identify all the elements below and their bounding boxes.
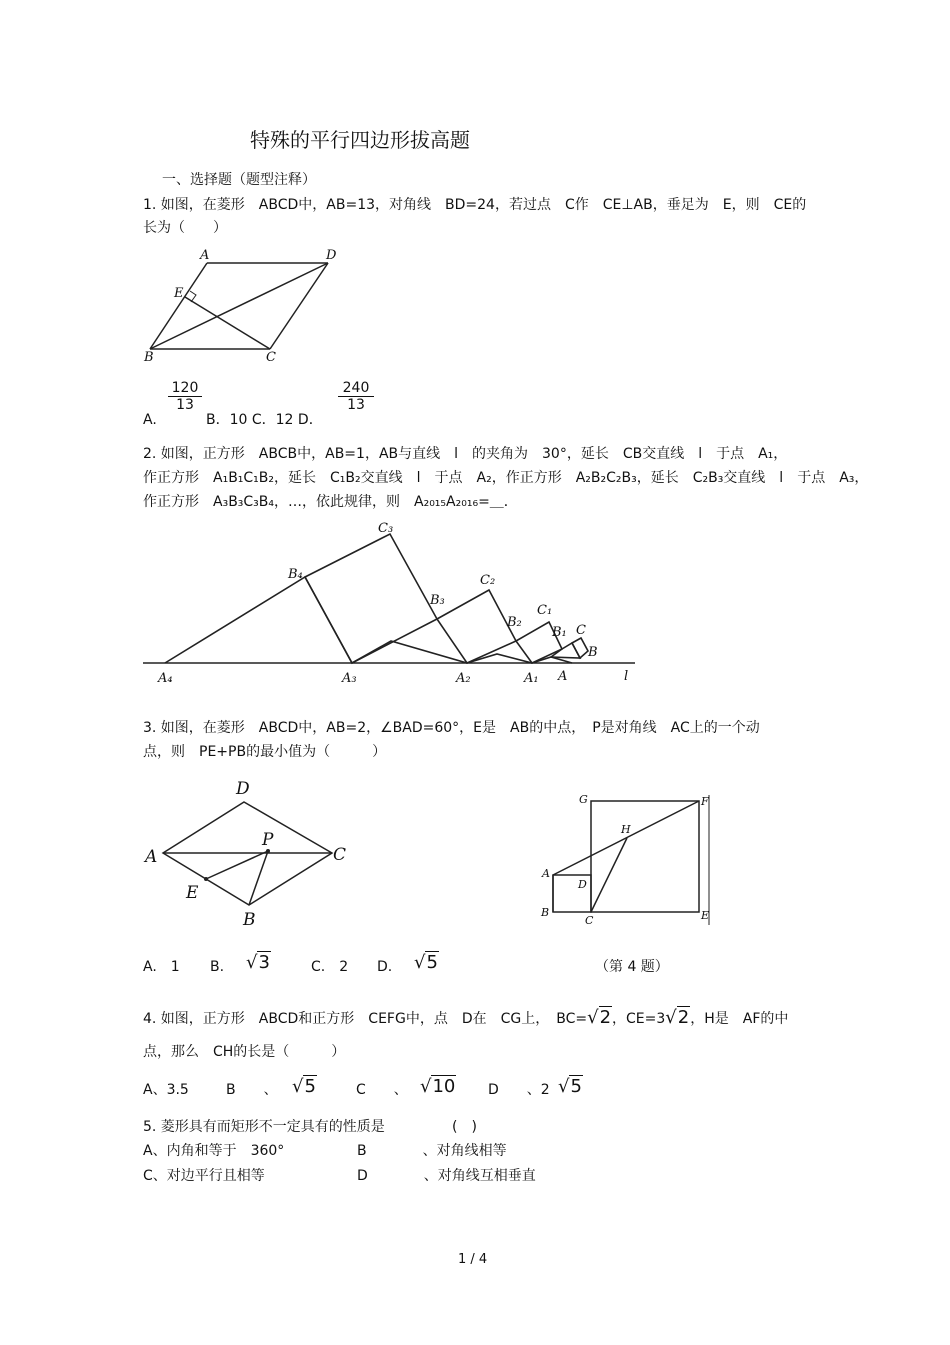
q2-label-c1: C₁ bbox=[537, 603, 553, 618]
q3-label-e: E bbox=[186, 883, 199, 903]
section-heading: 一、选择题（题型注释） bbox=[162, 172, 316, 188]
q4-option-c-radicand: 10 bbox=[432, 1076, 456, 1097]
q4-stem-part3: ，H是 AF的中 bbox=[690, 1011, 789, 1027]
q4-label-g: G bbox=[579, 793, 588, 806]
q4-squares-figure bbox=[535, 785, 720, 930]
q5-option-a: A、内角和等于 360° bbox=[143, 1143, 285, 1159]
q1-label-d: D bbox=[326, 248, 337, 263]
q4-option-d-label: D 、2 bbox=[488, 1082, 550, 1098]
q4-option-b-label: B 、 bbox=[226, 1082, 278, 1098]
q3-option-c: C. 2 bbox=[311, 959, 349, 975]
q2-label-b1: B₁ bbox=[552, 625, 567, 640]
q4-stem-radicand2: 2 bbox=[677, 1007, 690, 1028]
q2-stem-line2: 作正方形 A₁B₁C₁B₂，延长 C₁B₂交直线 l 于点 A₂，作正方形 A₂B₂C₂B₃，延长 C₂B₃交直线 l 于点 A₃， bbox=[143, 470, 869, 486]
q2-label-a3: A₃ bbox=[342, 671, 357, 686]
q4-stem-line1: 4. 如图，正方形 ABCD和正方形 CEFG中，点 D在 CG上， BC=√2，CE=3√2，H是 AF的中 bbox=[143, 1007, 789, 1028]
q3-option-b-label: B. bbox=[210, 959, 225, 975]
q4-label-d: D bbox=[578, 878, 587, 891]
q3-label-b: B bbox=[243, 910, 256, 930]
q4-label-h: H bbox=[621, 823, 631, 836]
q4-label-c: C bbox=[585, 914, 594, 927]
q4-figure-caption: （第 4 题） bbox=[595, 959, 669, 975]
q5-option-c: C、对边平行且相等 bbox=[143, 1168, 265, 1184]
q3-label-p: P bbox=[262, 830, 274, 850]
q1-label-e: E bbox=[174, 286, 184, 301]
q3-option-b-value: √3 bbox=[246, 952, 270, 973]
q4-stem-part2: ，CE=3 bbox=[612, 1011, 666, 1027]
q4-option-b-radicand: 5 bbox=[304, 1076, 316, 1097]
q4-label-a: A bbox=[542, 867, 550, 880]
q4-option-c-value: √10 bbox=[420, 1076, 456, 1097]
q2-label-a1: A₁ bbox=[524, 671, 539, 686]
q3-option-d-label: D. bbox=[377, 959, 393, 975]
q2-label-b4: B₄ bbox=[288, 567, 303, 582]
q1-option-d-fraction bbox=[338, 380, 374, 413]
q3-stem-line2: 点，则 PE+PB的最小值为（ ） bbox=[143, 744, 387, 760]
q2-label-b2: B₂ bbox=[507, 615, 522, 630]
q3-label-a: A bbox=[145, 847, 158, 867]
q3-stem-line1: 3. 如图，在菱形 ABCD中，AB=2，∠BAD=60°，E是 AB的中点， P是对角线 AC上的一个动 bbox=[143, 720, 760, 736]
q3-option-d-radicand: 5 bbox=[426, 952, 438, 973]
q1-options-bcd: B．10 C．12 D． bbox=[206, 412, 323, 428]
q5-answer-paren: ( ) bbox=[452, 1119, 477, 1135]
q2-stem-line1: 2. 如图，正方形 ABCB中，AB=1，AB与直线 l 的夹角为 30°，延长 CB交直线 l 于点 A₁， bbox=[143, 446, 788, 462]
q4-option-c-label: C 、 bbox=[356, 1082, 408, 1098]
page-title: 特殊的平行四边形拔高题 bbox=[250, 128, 470, 152]
q2-label-a4: A₄ bbox=[158, 671, 173, 686]
q1-stem-line1: 1. 如图，在菱形 ABCD中，AB=13，对角线 BD=24，若过点 C作 CE⊥AB，垂足为 E，则 CE的 bbox=[143, 197, 807, 213]
q4-option-a: A、3.5 bbox=[143, 1082, 189, 1098]
q4-label-b: B bbox=[541, 906, 550, 919]
q4-option-d-radicand: 5 bbox=[570, 1076, 582, 1097]
q1-option-d-denominator: 13 bbox=[347, 397, 365, 413]
page-number: 1 / 4 bbox=[458, 1252, 488, 1267]
q3-option-b-radicand: 3 bbox=[258, 952, 270, 973]
q2-label-c3: C₃ bbox=[378, 521, 394, 536]
q1-option-a-fraction bbox=[168, 380, 202, 413]
q2-stem-line3: 作正方形 A₃B₃C₃B₄，…，依此规律，则 A₂₀₁₅A₂₀₁₆=＿． bbox=[143, 494, 518, 510]
q2-label-b3: B₃ bbox=[430, 593, 445, 608]
q3-option-d-value: √5 bbox=[414, 952, 438, 973]
q2-label-c2: C₂ bbox=[480, 573, 496, 588]
q4-label-e: E bbox=[701, 909, 710, 922]
q4-stem-radicand1: 2 bbox=[599, 1007, 612, 1028]
q1-label-c: C bbox=[266, 350, 276, 365]
q2-label-l: l bbox=[624, 669, 629, 684]
q5-stem: 5. 菱形具有而矩形不一定具有的性质是 bbox=[143, 1119, 385, 1135]
q1-label-b: B bbox=[144, 350, 154, 365]
q1-option-a-denominator: 13 bbox=[176, 397, 194, 413]
q3-label-d: D bbox=[236, 779, 250, 799]
q4-label-f: F bbox=[701, 795, 709, 808]
q4-stem-line2: 点，那么 CH的长是（ ） bbox=[143, 1044, 346, 1060]
q5-option-d: D 、对角线互相垂直 bbox=[357, 1168, 536, 1184]
q4-option-d-value: √5 bbox=[558, 1076, 582, 1097]
q1-option-a-label: A. bbox=[143, 412, 157, 428]
q3-rhombus-figure bbox=[140, 770, 360, 930]
q4-stem-part1: 4. 如图，正方形 ABCD和正方形 CEFG中，点 D在 CG上， BC= bbox=[143, 1011, 588, 1027]
q3-label-c: C bbox=[333, 845, 347, 865]
q3-option-a: A. 1 bbox=[143, 959, 180, 975]
q1-option-a-numerator: 120 bbox=[168, 380, 202, 397]
q2-label-b: B bbox=[588, 645, 598, 660]
q5-option-b: B 、对角线相等 bbox=[357, 1143, 507, 1159]
q4-option-b-value: √5 bbox=[292, 1076, 316, 1097]
q1-rhombus-figure bbox=[140, 245, 350, 365]
q1-option-d-numerator: 240 bbox=[338, 380, 374, 397]
q2-label-a: A bbox=[558, 669, 568, 684]
q2-label-a2: A₂ bbox=[456, 671, 471, 686]
q1-label-a: A bbox=[200, 248, 210, 263]
q2-squares-figure bbox=[140, 520, 640, 690]
q2-label-c: C bbox=[576, 623, 586, 638]
q1-stem-line2: 长为（ ） bbox=[143, 220, 227, 236]
